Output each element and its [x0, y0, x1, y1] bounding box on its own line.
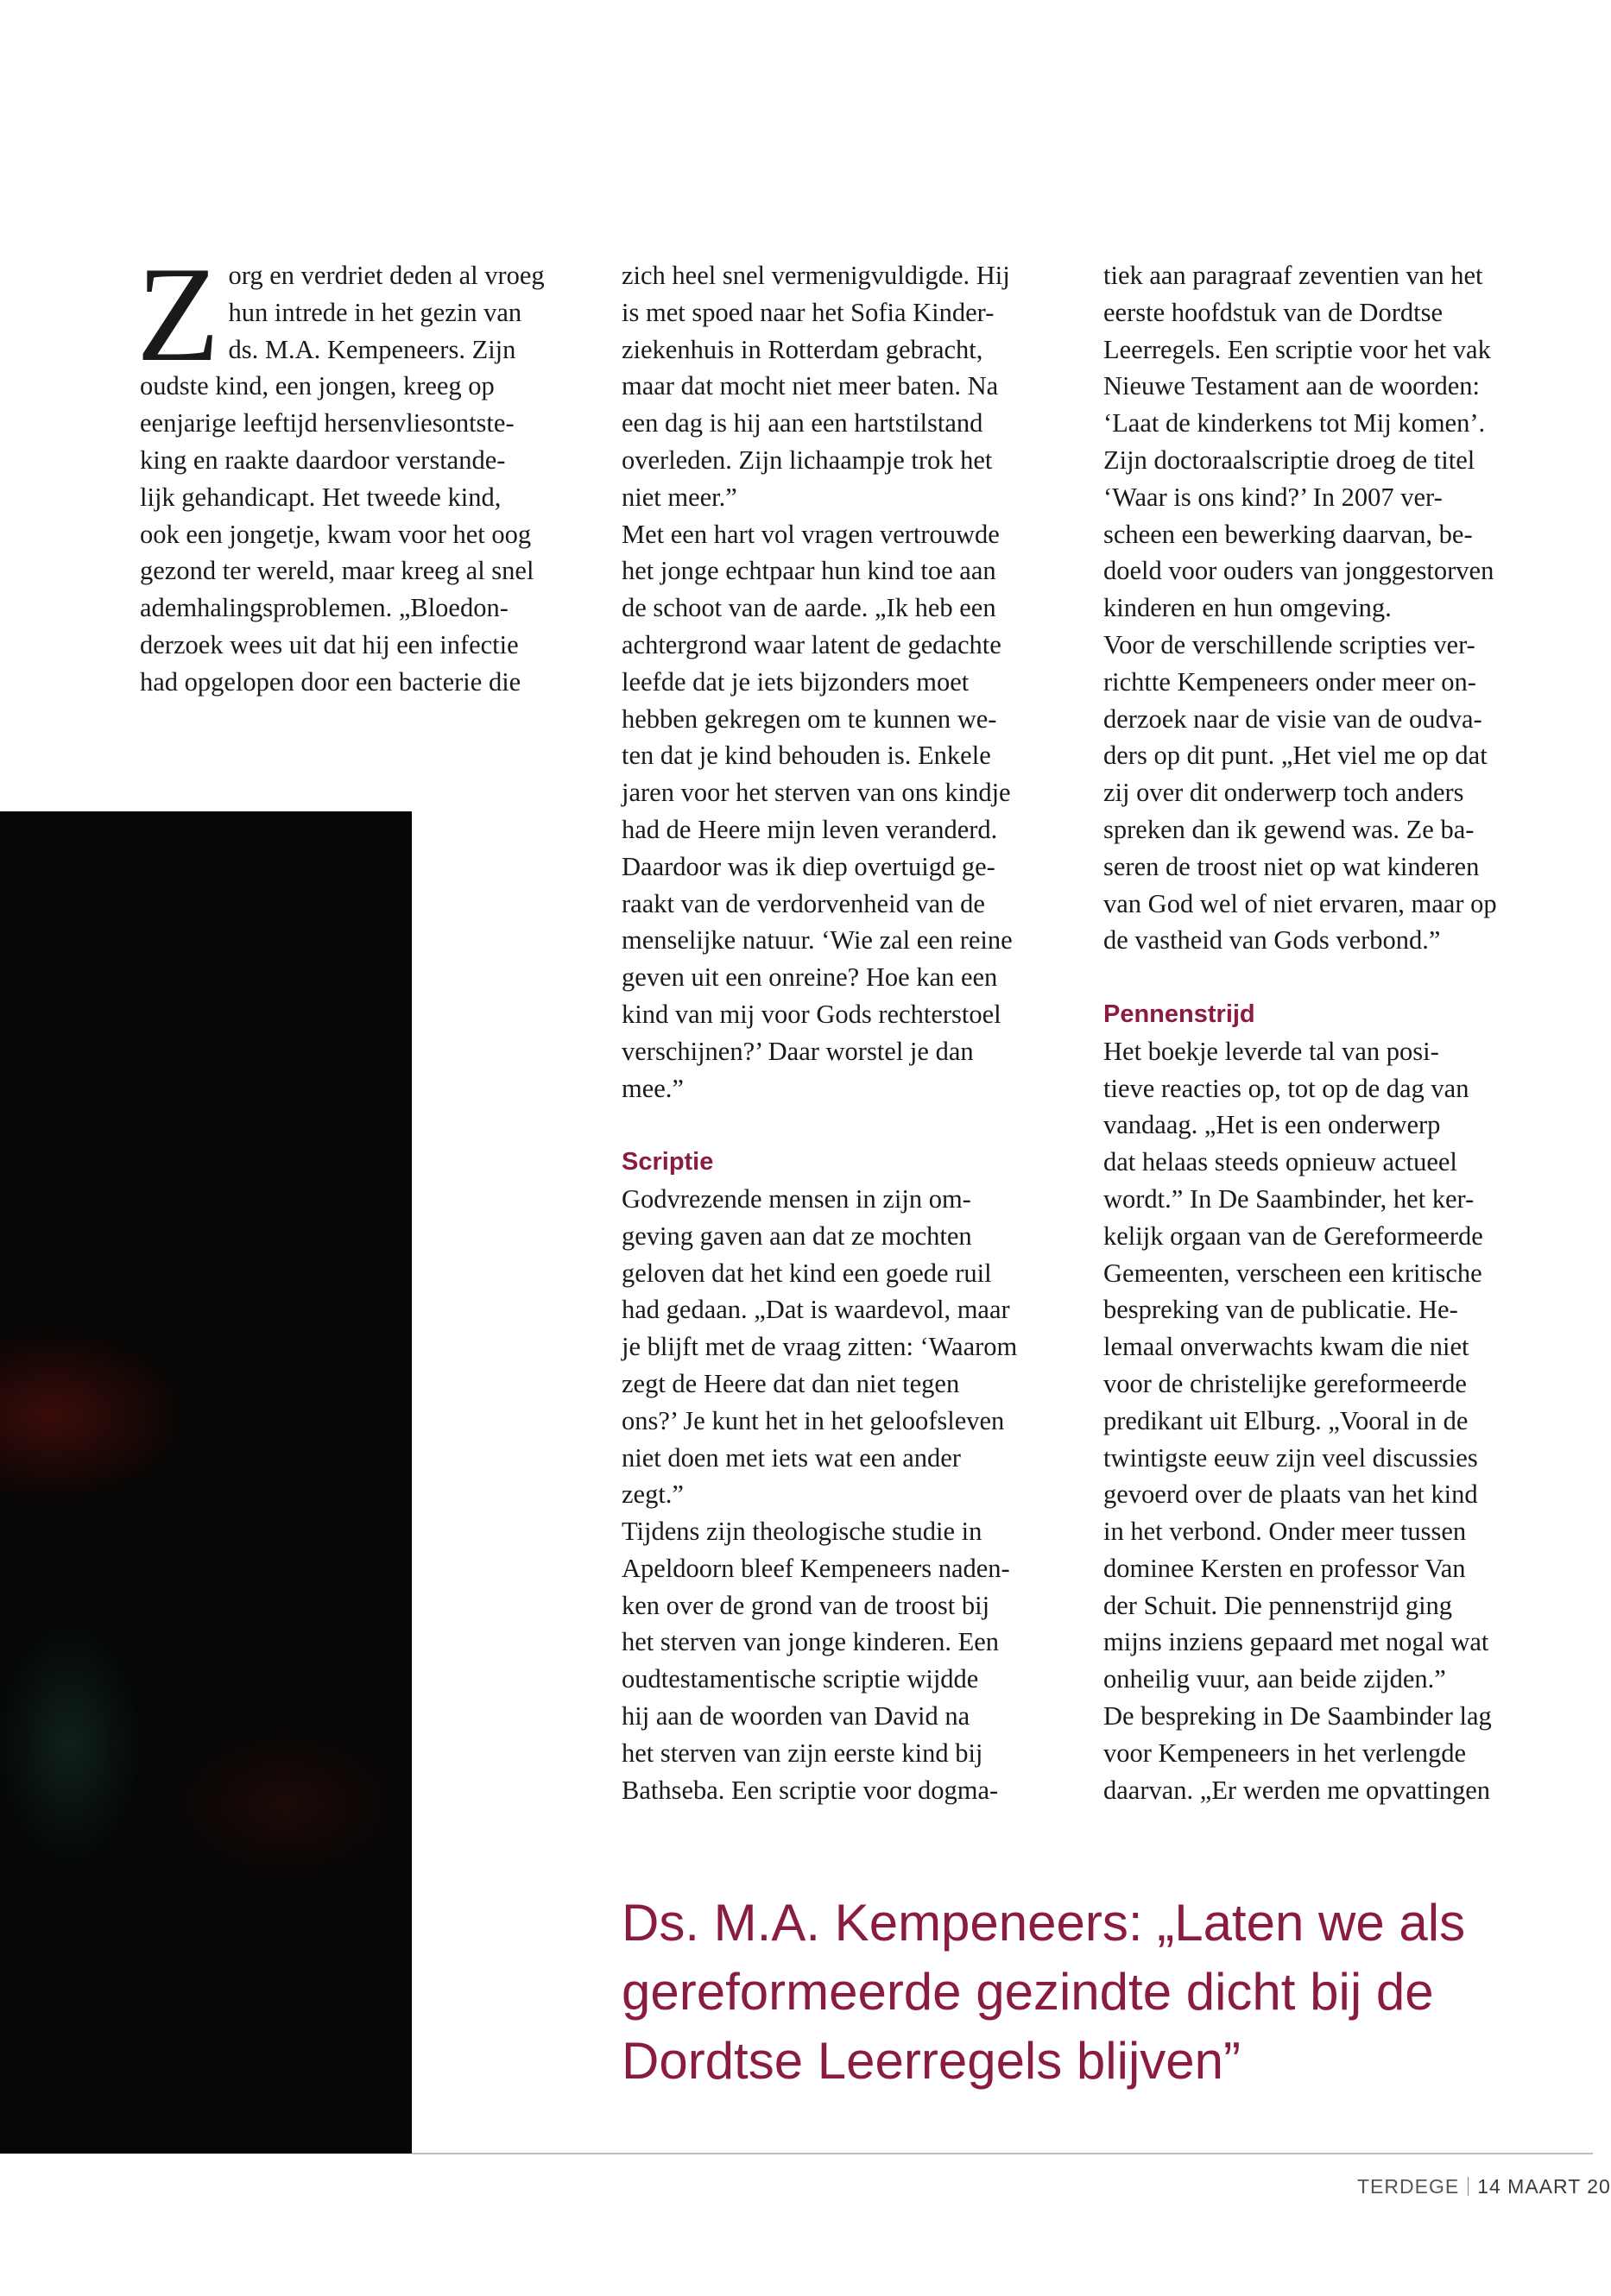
text-line: het sterven van jonge kinderen. Een	[622, 1627, 1000, 1657]
text-line: zich heel snel vermenigvuldigde. Hij	[622, 261, 1010, 290]
column-3-text-a	[1103, 257, 1563, 959]
text-line: scheen een bewerking daarvan, be-	[1103, 519, 1473, 549]
text-line: niet doen met iets wat een ander	[622, 1442, 961, 1473]
text-line: ders op dit punt. „Het viel me op dat	[1103, 741, 1488, 771]
text-line: org en verdriet deden al vroeg	[228, 261, 545, 290]
text-line: geving gaven aan dat ze mochten	[622, 1221, 972, 1251]
subheading-scriptie: Scriptie	[622, 1148, 714, 1176]
text-line: hebben gekregen om te kunnen we-	[622, 703, 997, 734]
text-line: ziekenhuis in Rotterdam gebracht,	[622, 334, 983, 364]
text-line: lijk gehandicapt. Het tweede kind,	[140, 482, 502, 512]
text-line: zegt de Heere dat dan niet tegen	[622, 1368, 960, 1398]
text-line: doeld voor ouders van jonggestorven	[1103, 556, 1494, 586]
pull-quote-text	[622, 1889, 1571, 2096]
issue-date: 14 MAART 20	[1477, 2175, 1611, 2198]
text-line: voor de christelijke gereformeerde	[1103, 1368, 1467, 1398]
text-line: predikant uit Elburg. „Vooral in de	[1103, 1405, 1469, 1435]
pull-quote	[622, 1889, 1571, 2096]
text-line: Leerregels. Een scriptie voor het vak	[1103, 334, 1491, 364]
text-line: gereformeerde gezindte dicht bij de	[622, 1963, 1434, 2021]
text-line: menselijke natuur. ‘Wie zal een reine	[622, 925, 1013, 956]
text-line: zij over dit onderwerp toch anders	[1103, 778, 1464, 808]
text-line: twintigste eeuw zijn veel discussies	[1103, 1442, 1478, 1473]
footer-rule	[412, 2153, 1593, 2154]
text-line: ook een jongetje, kwam voor het oog	[140, 519, 532, 549]
text-line: spreken dan ik gewend was. Ze ba-	[1103, 814, 1475, 844]
article-column-3	[1103, 257, 1563, 1808]
text-line: het sterven van zijn eerste kind bij	[622, 1738, 983, 1768]
text-line: daarvan. „Er werden me opvattingen	[1103, 1775, 1490, 1805]
text-line: mijns inziens gepaard met nogal wat	[1103, 1627, 1489, 1657]
page-footer	[1357, 2173, 1611, 2199]
text-line: oudtestamentische scriptie wijdde	[622, 1664, 979, 1694]
text-line: kinderen en hun omgeving.	[1103, 593, 1392, 623]
text-line: eenjarige leeftijd hersenvliesontste-	[140, 408, 515, 438]
text-line: ademhalingsproblemen. „Bloedon-	[140, 593, 509, 623]
text-line: Met een hart vol vragen vertrouwde	[622, 519, 1000, 549]
text-line: richtte Kempeneers onder meer on-	[1103, 666, 1476, 697]
text-line: onheilig vuur, aan beide zijden.”	[1103, 1664, 1446, 1694]
text-line: Godvrezende mensen in zijn om-	[622, 1183, 971, 1214]
magazine-name: TERDEGE	[1357, 2175, 1460, 2198]
text-line: de vastheid van Gods verbond.”	[1103, 925, 1441, 956]
text-line: Zijn doctoraalscriptie droeg de titel	[1103, 445, 1475, 475]
text-line: ds. M.A. Kempeneers. Zijn	[228, 334, 516, 364]
text-line: voor Kempeneers in het verlengde	[1103, 1738, 1467, 1768]
subheading-pennenstrijd: Pennenstrijd	[1103, 1000, 1255, 1028]
text-line: gezond ter wereld, maar kreeg al snel	[140, 556, 534, 586]
column-2-text-b	[622, 1181, 1071, 1809]
text-line: dominee Kersten en professor Van	[1103, 1553, 1466, 1583]
text-line: ken over de grond van de troost bij	[622, 1590, 990, 1620]
text-line: Gemeenten, verscheen een kritische	[1103, 1258, 1482, 1288]
text-line: seren de troost niet op wat kinderen	[1103, 851, 1480, 881]
text-line: bespreking van de publicatie. He-	[1103, 1295, 1458, 1325]
article-column-1	[136, 239, 589, 701]
text-line: geven uit een onreine? Hoe kan een	[622, 962, 998, 993]
text-line: kelijk orgaan van de Gereformeerde	[1103, 1221, 1483, 1251]
text-line: Voor de verschillende scripties ver-	[1103, 629, 1475, 659]
text-line: een dag is hij aan een hartstilstand	[622, 408, 983, 438]
text-line: derzoek naar de visie van de oudva-	[1103, 703, 1482, 734]
text-line: De bespreking in De Saambinder lag	[1103, 1701, 1492, 1731]
text-line: kind van mij voor Gods rechterstoel	[622, 999, 1001, 1029]
text-line: de schoot van de aarde. „Ik heb een	[622, 593, 996, 623]
text-line: niet meer.”	[622, 482, 737, 512]
text-line: ons?’ Je kunt het in het geloofsleven	[622, 1405, 1005, 1435]
text-line: Apeldoorn bleef Kempeneers naden-	[622, 1553, 1010, 1583]
text-line: king en raakte daardoor verstande-	[140, 445, 506, 475]
text-line: mee.”	[622, 1073, 684, 1103]
text-line: Ds. M.A. Kempeneers: „Laten we als	[622, 1894, 1466, 1952]
text-line: raakt van de verdorvenheid van de	[622, 888, 985, 918]
text-line: ‘Laat de kinderkens tot Mij komen’.	[1103, 408, 1486, 438]
text-line: leefde dat je iets bijzonders moet	[622, 666, 970, 697]
text-line: had gedaan. „Dat is waardevol, maar	[622, 1295, 1010, 1325]
text-line: verschijnen?’ Daar worstel je dan	[622, 1036, 974, 1066]
text-line: zegt.”	[622, 1479, 684, 1510]
text-line: lemaal onverwachts kwam die niet	[1103, 1332, 1469, 1362]
text-line: gevoerd over de plaats van het kind	[1103, 1479, 1478, 1510]
drop-cap: Z	[136, 239, 220, 390]
text-line: Nieuwe Testament aan de woorden:	[1103, 371, 1481, 401]
text-line: eerste hoofdstuk van de Dordtse	[1103, 297, 1444, 327]
text-line: achtergrond waar latent de gedachte	[622, 629, 1001, 659]
text-line: dat helaas steeds opnieuw actueel	[1103, 1147, 1457, 1177]
text-line: had de Heere mijn leven veranderd.	[622, 814, 998, 844]
text-line: tieve reacties op, tot op de dag van	[1103, 1073, 1469, 1103]
text-line: wordt.” In De Saambinder, het ker-	[1103, 1183, 1475, 1214]
text-line: het jonge echtpaar hun kind toe aan	[622, 556, 996, 586]
text-line: Bathseba. Een scriptie voor dogma-	[622, 1775, 999, 1805]
text-line: vandaag. „Het is een onderwerp	[1103, 1110, 1441, 1140]
text-line: in het verbond. Onder meer tussen	[1103, 1517, 1467, 1547]
text-line: Dordtse Leerregels blijven”	[622, 2032, 1241, 2090]
text-line: maar dat mocht niet meer baten. Na	[622, 371, 999, 401]
text-line: is met spoed naar het Sofia Kinder-	[622, 297, 995, 327]
text-line: je blijft met de vraag zitten: ‘Waarom	[622, 1332, 1018, 1362]
text-line: ‘Waar is ons kind?’ In 2007 ver-	[1103, 482, 1443, 512]
photo-dark-background	[0, 811, 412, 2154]
text-line: overleden. Zijn lichaampje trok het	[622, 445, 993, 475]
footer-separator	[1468, 2177, 1469, 2196]
text-line: jaren voor het sterven van ons kindje	[622, 778, 1011, 808]
text-line: Tijdens zijn theologische studie in	[622, 1517, 982, 1547]
text-line: geloven dat het kind een goede ruil	[622, 1258, 992, 1288]
article-photo	[0, 811, 412, 2154]
text-line: hij aan de woorden van David na	[622, 1701, 970, 1731]
article-column-2	[622, 257, 1071, 1808]
text-line: van God wel of niet ervaren, maar op	[1103, 888, 1497, 918]
text-line: derzoek wees uit dat hij een infectie	[140, 629, 519, 659]
column-3-text-b	[1103, 1033, 1563, 1809]
column-2-text-a	[622, 257, 1071, 1107]
text-line: ten dat je kind behouden is. Enkele	[622, 741, 991, 771]
text-line: had opgelopen door een bacterie die	[140, 666, 521, 697]
text-line: oudste kind, een jongen, kreeg op	[140, 371, 495, 401]
text-line: tiek aan paragraaf zeventien van het	[1103, 261, 1483, 290]
text-line: der Schuit. Die pennenstrijd ging	[1103, 1590, 1453, 1620]
text-line: Het boekje leverde tal van posi-	[1103, 1036, 1439, 1066]
text-line: Daardoor was ik diep overtuigd ge-	[622, 851, 995, 881]
text-line: hun intrede in het gezin van	[228, 297, 522, 327]
